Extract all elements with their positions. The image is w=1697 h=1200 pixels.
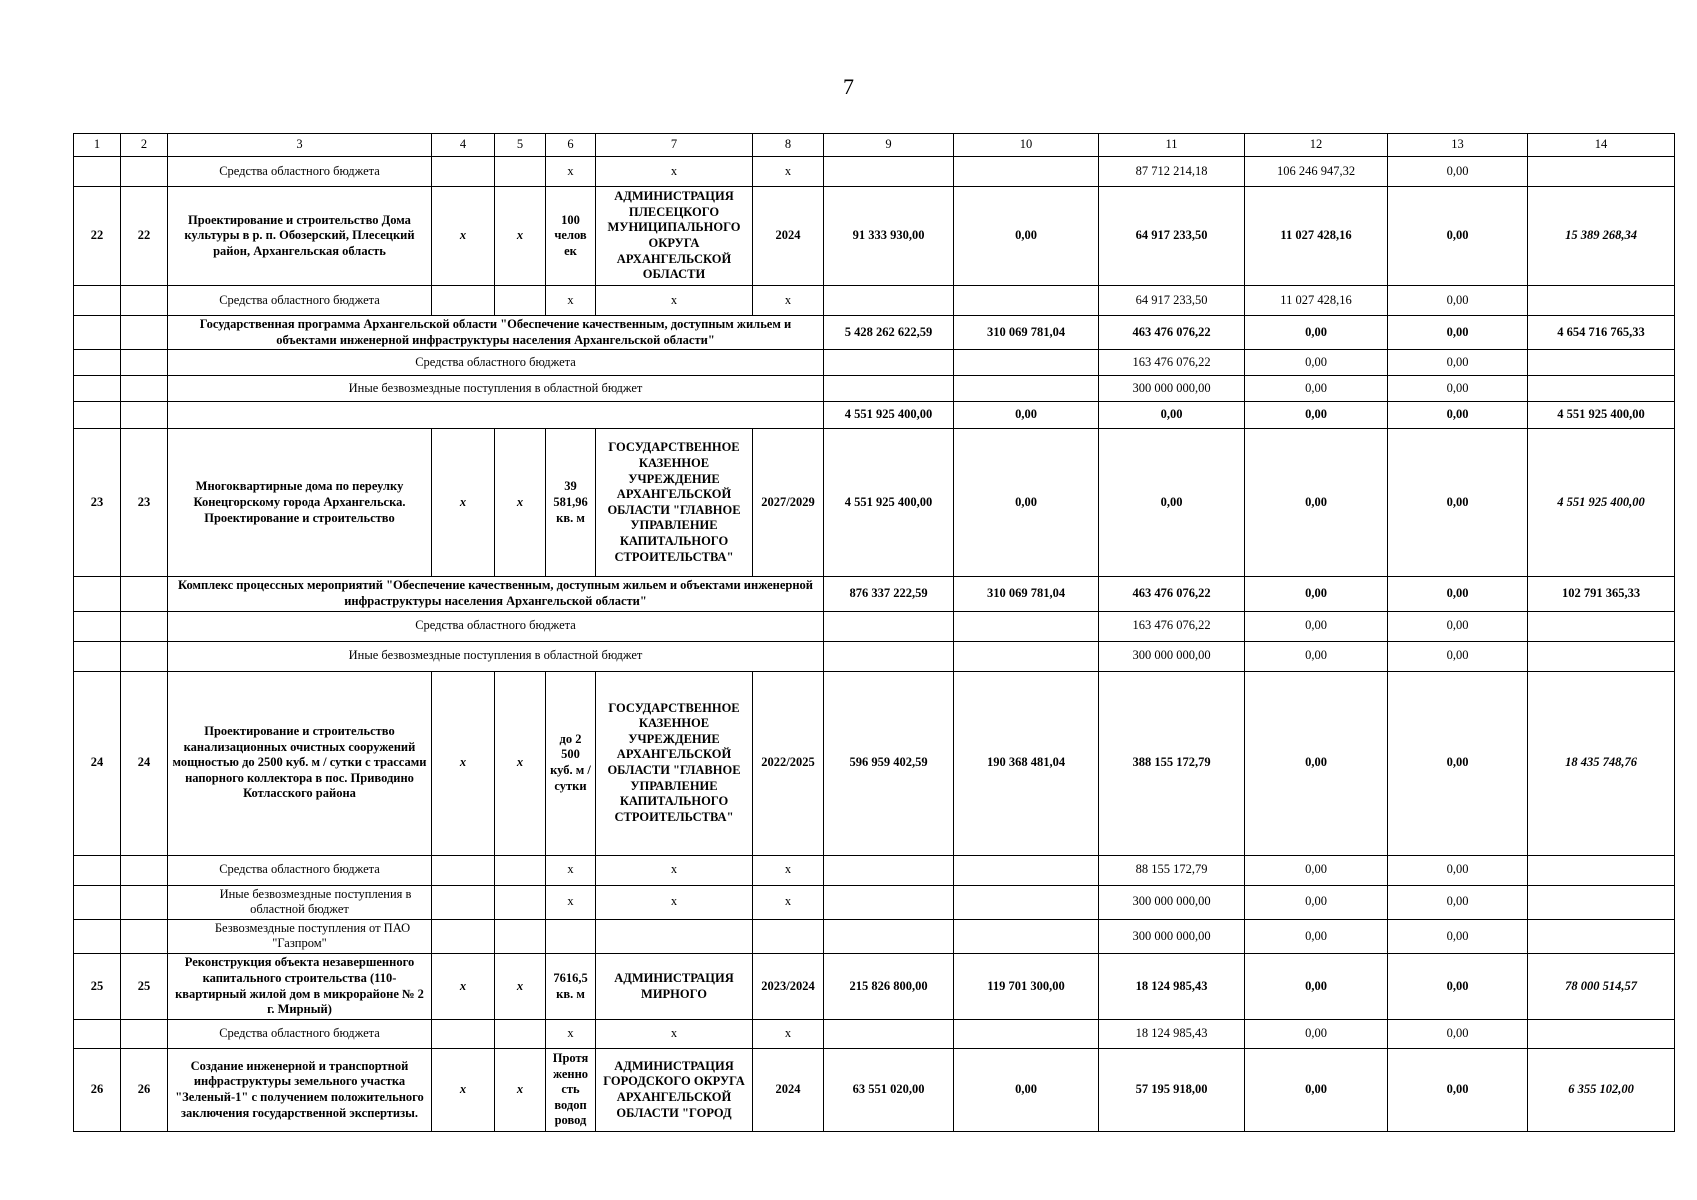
cell (121, 1020, 168, 1049)
cell: 18 435 748,76 (1528, 671, 1675, 855)
cell: х (546, 157, 596, 187)
cell: х (546, 1020, 596, 1049)
cell (74, 919, 121, 953)
cell (495, 157, 546, 187)
cell: 0,00 (1245, 577, 1388, 611)
cell: 119 701 300,00 (954, 954, 1099, 1020)
cell (824, 376, 954, 402)
project-name: Создание инженерной и транспортной инфраструктуры земельного участка "Зеленый-1" с получением положительного заключения государственной экспертизы. (168, 1049, 432, 1132)
cell (432, 157, 495, 187)
cell: 310 069 781,04 (954, 316, 1099, 350)
cell: х (596, 1020, 753, 1049)
row-number: 23 (121, 429, 168, 577)
customer: ГОСУДАРСТВЕННОЕ КАЗЕННОЕ УЧРЕЖДЕНИЕ АРХАНГЕЛЬСКОЙ ОБЛАСТИ "ГЛАВНОЕ УПРАВЛЕНИЕ КАПИТАЛЬНОГО СТРОИТЕЛЬСТВА" (596, 429, 753, 577)
cell: 0,00 (1245, 855, 1388, 885)
cell: 0,00 (954, 402, 1099, 429)
cell: 0,00 (1388, 429, 1528, 577)
cell: 0,00 (1388, 855, 1528, 885)
table-row (74, 641, 1675, 671)
cell: 5 428 262 622,59 (824, 316, 954, 350)
cell: 300 000 000,00 (1099, 376, 1245, 402)
cell: 300 000 000,00 (1099, 885, 1245, 919)
cell: 15 389 268,34 (1528, 187, 1675, 286)
cell: 18 124 985,43 (1099, 1020, 1245, 1049)
cell (954, 350, 1099, 376)
cell: 0,00 (1388, 376, 1528, 402)
cell: 0,00 (1245, 376, 1388, 402)
table-row (74, 316, 1675, 350)
table-row (74, 1049, 1675, 1132)
cell: 0,00 (1388, 885, 1528, 919)
cell (1528, 286, 1675, 316)
cell (1528, 611, 1675, 641)
cell: 87 712 214,18 (1099, 157, 1245, 187)
cell (495, 855, 546, 885)
cell: 11 027 428,16 (1245, 187, 1388, 286)
cell: 876 337 222,59 (824, 577, 954, 611)
cell (1528, 157, 1675, 187)
col-header: 14 (1528, 134, 1675, 157)
cell: 102 791 365,33 (1528, 577, 1675, 611)
cell (824, 855, 954, 885)
cell (824, 350, 954, 376)
table-row (74, 187, 1675, 286)
funding-source-label: Средства областного бюджета (168, 611, 824, 641)
cell (121, 350, 168, 376)
cell: х (432, 1049, 495, 1132)
cell: х (753, 157, 824, 187)
customer: АДМИНИСТРАЦИЯ МИРНОГО (596, 954, 753, 1020)
cell: х (596, 157, 753, 187)
cell (121, 157, 168, 187)
cell: х (546, 885, 596, 919)
col-header: 10 (954, 134, 1099, 157)
cell: 0,00 (1388, 641, 1528, 671)
cell: х (495, 1049, 546, 1132)
cell (824, 641, 954, 671)
cell (954, 641, 1099, 671)
cell: х (546, 286, 596, 316)
cell: 0,00 (1245, 671, 1388, 855)
cell (121, 577, 168, 611)
cell (954, 376, 1099, 402)
column-number-row (74, 134, 1675, 157)
row-number: 23 (74, 429, 121, 577)
funding-source-label: Средства областного бюджета (168, 286, 432, 316)
cell (432, 855, 495, 885)
col-header: 13 (1388, 134, 1528, 157)
cell: х (546, 855, 596, 885)
period: 2023/2024 (753, 954, 824, 1020)
cell: 0,00 (954, 187, 1099, 286)
table-row (74, 885, 1675, 919)
cell (824, 885, 954, 919)
budget-table (73, 133, 1675, 1132)
row-number: 25 (74, 954, 121, 1020)
cell (432, 919, 495, 953)
table-row (74, 577, 1675, 611)
cell: 0,00 (1099, 429, 1245, 577)
table-row (74, 919, 1675, 953)
period: 2027/2029 (753, 429, 824, 577)
funding-source-label: Средства областного бюджета (168, 157, 432, 187)
table-row (74, 402, 1675, 429)
cell (432, 1020, 495, 1049)
cell: 11 027 428,16 (1245, 286, 1388, 316)
cell (495, 286, 546, 316)
period: 2024 (753, 1049, 824, 1132)
cell (824, 1020, 954, 1049)
cell: 64 917 233,50 (1099, 286, 1245, 316)
row-number: 22 (74, 187, 121, 286)
cell: х (753, 1020, 824, 1049)
table-row (74, 157, 1675, 187)
project-name: Проектирование и строительство канализационных очистных сооружений мощностью до 2500 куб. м / сутки с трассами напорного коллектора в пос. Приводино Котласского района (168, 671, 432, 855)
cell (74, 402, 121, 429)
cell (74, 316, 121, 350)
cell (546, 919, 596, 953)
cell: х (596, 885, 753, 919)
cell (74, 611, 121, 641)
cell (824, 286, 954, 316)
cell (432, 286, 495, 316)
cell: 0,00 (1388, 671, 1528, 855)
cell (168, 402, 824, 429)
cell (1528, 641, 1675, 671)
cell: х (495, 187, 546, 286)
cell: 88 155 172,79 (1099, 855, 1245, 885)
cell (74, 885, 121, 919)
cell: 57 195 918,00 (1099, 1049, 1245, 1132)
cell (74, 1020, 121, 1049)
capacity: 39 581,96 кв. м (546, 429, 596, 577)
cell: 0,00 (1388, 954, 1528, 1020)
funding-source-label: Безвозмездные поступления от ПАО "Газпром" (168, 919, 432, 953)
cell: 63 551 020,00 (824, 1049, 954, 1132)
cell: 78 000 514,57 (1528, 954, 1675, 1020)
cell (121, 641, 168, 671)
cell: 0,00 (1388, 1049, 1528, 1132)
program-title: Комплекс процессных мероприятий "Обеспечение качественным, доступным жильем и объектами инженерной инфраструктуры населения Архангельской области" (168, 577, 824, 611)
col-header: 12 (1245, 134, 1388, 157)
cell: 0,00 (1245, 402, 1388, 429)
cell: х (753, 286, 824, 316)
row-number: 22 (121, 187, 168, 286)
cell: х (495, 671, 546, 855)
cell (74, 641, 121, 671)
cell: 0,00 (1388, 577, 1528, 611)
cell (824, 919, 954, 953)
cell (954, 157, 1099, 187)
row-number: 24 (74, 671, 121, 855)
table-row (74, 429, 1675, 577)
cell: 0,00 (1388, 157, 1528, 187)
cell: 0,00 (1388, 316, 1528, 350)
cell: 0,00 (1245, 919, 1388, 953)
period: 2024 (753, 187, 824, 286)
cell: 388 155 172,79 (1099, 671, 1245, 855)
cell (1528, 855, 1675, 885)
row-number: 24 (121, 671, 168, 855)
customer: АДМИНИСТРАЦИЯ ГОРОДСКОГО ОКРУГА АРХАНГЕЛЬСКОЙ ОБЛАСТИ "ГОРОД (596, 1049, 753, 1132)
table-row (74, 954, 1675, 1020)
cell (954, 611, 1099, 641)
cell: 463 476 076,22 (1099, 577, 1245, 611)
cell (1528, 376, 1675, 402)
capacity: 100 челов ек (546, 187, 596, 286)
cell: 215 826 800,00 (824, 954, 954, 1020)
cell (495, 1020, 546, 1049)
cell: х (596, 286, 753, 316)
table-row (74, 350, 1675, 376)
cell (824, 157, 954, 187)
funding-source-label: Иные безвозмездные поступления в областной бюджет (168, 376, 824, 402)
cell: 0,00 (1388, 919, 1528, 953)
cell (121, 402, 168, 429)
row-number: 26 (74, 1049, 121, 1132)
table-row (74, 376, 1675, 402)
col-header: 7 (596, 134, 753, 157)
cell (954, 1020, 1099, 1049)
cell (495, 885, 546, 919)
cell: х (432, 429, 495, 577)
cell: 4 551 925 400,00 (1528, 429, 1675, 577)
cell: 596 959 402,59 (824, 671, 954, 855)
project-name: Реконструкция объекта незавершенного капитального строительства (110-квартирный жилой дом в микрорайоне № 2 г. Мирный) (168, 954, 432, 1020)
program-title: Государственная программа Архангельской области "Обеспечение качественным, доступным жильем и объектами инженерной инфраструктуры населения Архангельской области" (168, 316, 824, 350)
table-row (74, 286, 1675, 316)
col-header: 5 (495, 134, 546, 157)
cell (954, 855, 1099, 885)
cell: х (753, 885, 824, 919)
cell: 0,00 (1245, 1020, 1388, 1049)
cell: 0,00 (1245, 429, 1388, 577)
cell: х (432, 187, 495, 286)
cell: 0,00 (1245, 954, 1388, 1020)
cell: 4 551 925 400,00 (824, 402, 954, 429)
cell (954, 919, 1099, 953)
cell (1528, 885, 1675, 919)
cell (74, 855, 121, 885)
table-row (74, 1020, 1675, 1049)
cell (596, 919, 753, 953)
cell: 310 069 781,04 (954, 577, 1099, 611)
cell (121, 316, 168, 350)
cell: х (432, 954, 495, 1020)
col-header: 6 (546, 134, 596, 157)
cell: х (596, 855, 753, 885)
row-number: 25 (121, 954, 168, 1020)
cell: 0,00 (954, 429, 1099, 577)
cell (74, 577, 121, 611)
cell: 0,00 (1245, 316, 1388, 350)
cell (74, 376, 121, 402)
col-header: 9 (824, 134, 954, 157)
cell (121, 286, 168, 316)
cell: 0,00 (1245, 885, 1388, 919)
cell: 0,00 (1245, 641, 1388, 671)
cell (121, 885, 168, 919)
capacity: 7616,5 кв. м (546, 954, 596, 1020)
cell: 0,00 (1245, 350, 1388, 376)
cell: 300 000 000,00 (1099, 919, 1245, 953)
funding-source-label: Средства областного бюджета (168, 350, 824, 376)
cell: 0,00 (1388, 611, 1528, 641)
cell: х (753, 855, 824, 885)
cell: 6 355 102,00 (1528, 1049, 1675, 1132)
cell: 0,00 (1388, 402, 1528, 429)
funding-source-label: Иные безвозмездные поступления в областной бюджет (168, 885, 432, 919)
cell: 0,00 (1388, 187, 1528, 286)
capacity: Протя женно сть водоп ровод (546, 1049, 596, 1132)
cell (824, 611, 954, 641)
cell: х (495, 954, 546, 1020)
cell (753, 919, 824, 953)
project-name: Проектирование и строительство Дома культуры в р. п. Обозерский, Плесецкий район, Архангельская область (168, 187, 432, 286)
col-header: 11 (1099, 134, 1245, 157)
table-row (74, 671, 1675, 855)
cell (121, 611, 168, 641)
funding-source-label: Средства областного бюджета (168, 1020, 432, 1049)
project-name: Многоквартирные дома по переулку Конецгорскому города Архангельска. Проектирование и строительство (168, 429, 432, 577)
cell: 4 551 925 400,00 (824, 429, 954, 577)
funding-source-label: Средства областного бюджета (168, 855, 432, 885)
cell: 64 917 233,50 (1099, 187, 1245, 286)
customer: ГОСУДАРСТВЕННОЕ КАЗЕННОЕ УЧРЕЖДЕНИЕ АРХАНГЕЛЬСКОЙ ОБЛАСТИ "ГЛАВНОЕ УПРАВЛЕНИЕ КАПИТАЛЬНОГО СТРОИТЕЛЬСТВА" (596, 671, 753, 855)
cell (1528, 919, 1675, 953)
cell: 190 368 481,04 (954, 671, 1099, 855)
cell (121, 919, 168, 953)
cell: 0,00 (1099, 402, 1245, 429)
row-number: 26 (121, 1049, 168, 1132)
cell: 0,00 (1388, 350, 1528, 376)
capacity: до 2 500 куб. м / сутки (546, 671, 596, 855)
cell: 18 124 985,43 (1099, 954, 1245, 1020)
cell: 0,00 (1245, 611, 1388, 641)
customer: АДМИНИСТРАЦИЯ ПЛЕСЕЦКОГО МУНИЦИПАЛЬНОГО ОКРУГА АРХАНГЕЛЬСКОЙ ОБЛАСТИ (596, 187, 753, 286)
cell: 106 246 947,32 (1245, 157, 1388, 187)
col-header: 4 (432, 134, 495, 157)
cell (74, 286, 121, 316)
col-header: 1 (74, 134, 121, 157)
cell: 91 333 930,00 (824, 187, 954, 286)
cell (1528, 1020, 1675, 1049)
cell: 463 476 076,22 (1099, 316, 1245, 350)
cell (74, 157, 121, 187)
period: 2022/2025 (753, 671, 824, 855)
cell: 0,00 (1245, 1049, 1388, 1132)
table-row (74, 855, 1675, 885)
cell: х (495, 429, 546, 577)
table-row (74, 611, 1675, 641)
cell (121, 376, 168, 402)
funding-source-label: Иные безвозмездные поступления в областной бюджет (168, 641, 824, 671)
cell: 0,00 (1388, 286, 1528, 316)
cell: 4 551 925 400,00 (1528, 402, 1675, 429)
cell: 163 476 076,22 (1099, 350, 1245, 376)
cell: х (432, 671, 495, 855)
cell (121, 855, 168, 885)
col-header: 8 (753, 134, 824, 157)
page-number: 7 (843, 74, 854, 99)
cell (432, 885, 495, 919)
cell: 300 000 000,00 (1099, 641, 1245, 671)
col-header: 3 (168, 134, 432, 157)
cell: 0,00 (1388, 1020, 1528, 1049)
cell (954, 286, 1099, 316)
cell: 4 654 716 765,33 (1528, 316, 1675, 350)
cell (954, 885, 1099, 919)
cell: 163 476 076,22 (1099, 611, 1245, 641)
col-header: 2 (121, 134, 168, 157)
cell (74, 350, 121, 376)
cell: 0,00 (954, 1049, 1099, 1132)
cell (495, 919, 546, 953)
cell (1528, 350, 1675, 376)
